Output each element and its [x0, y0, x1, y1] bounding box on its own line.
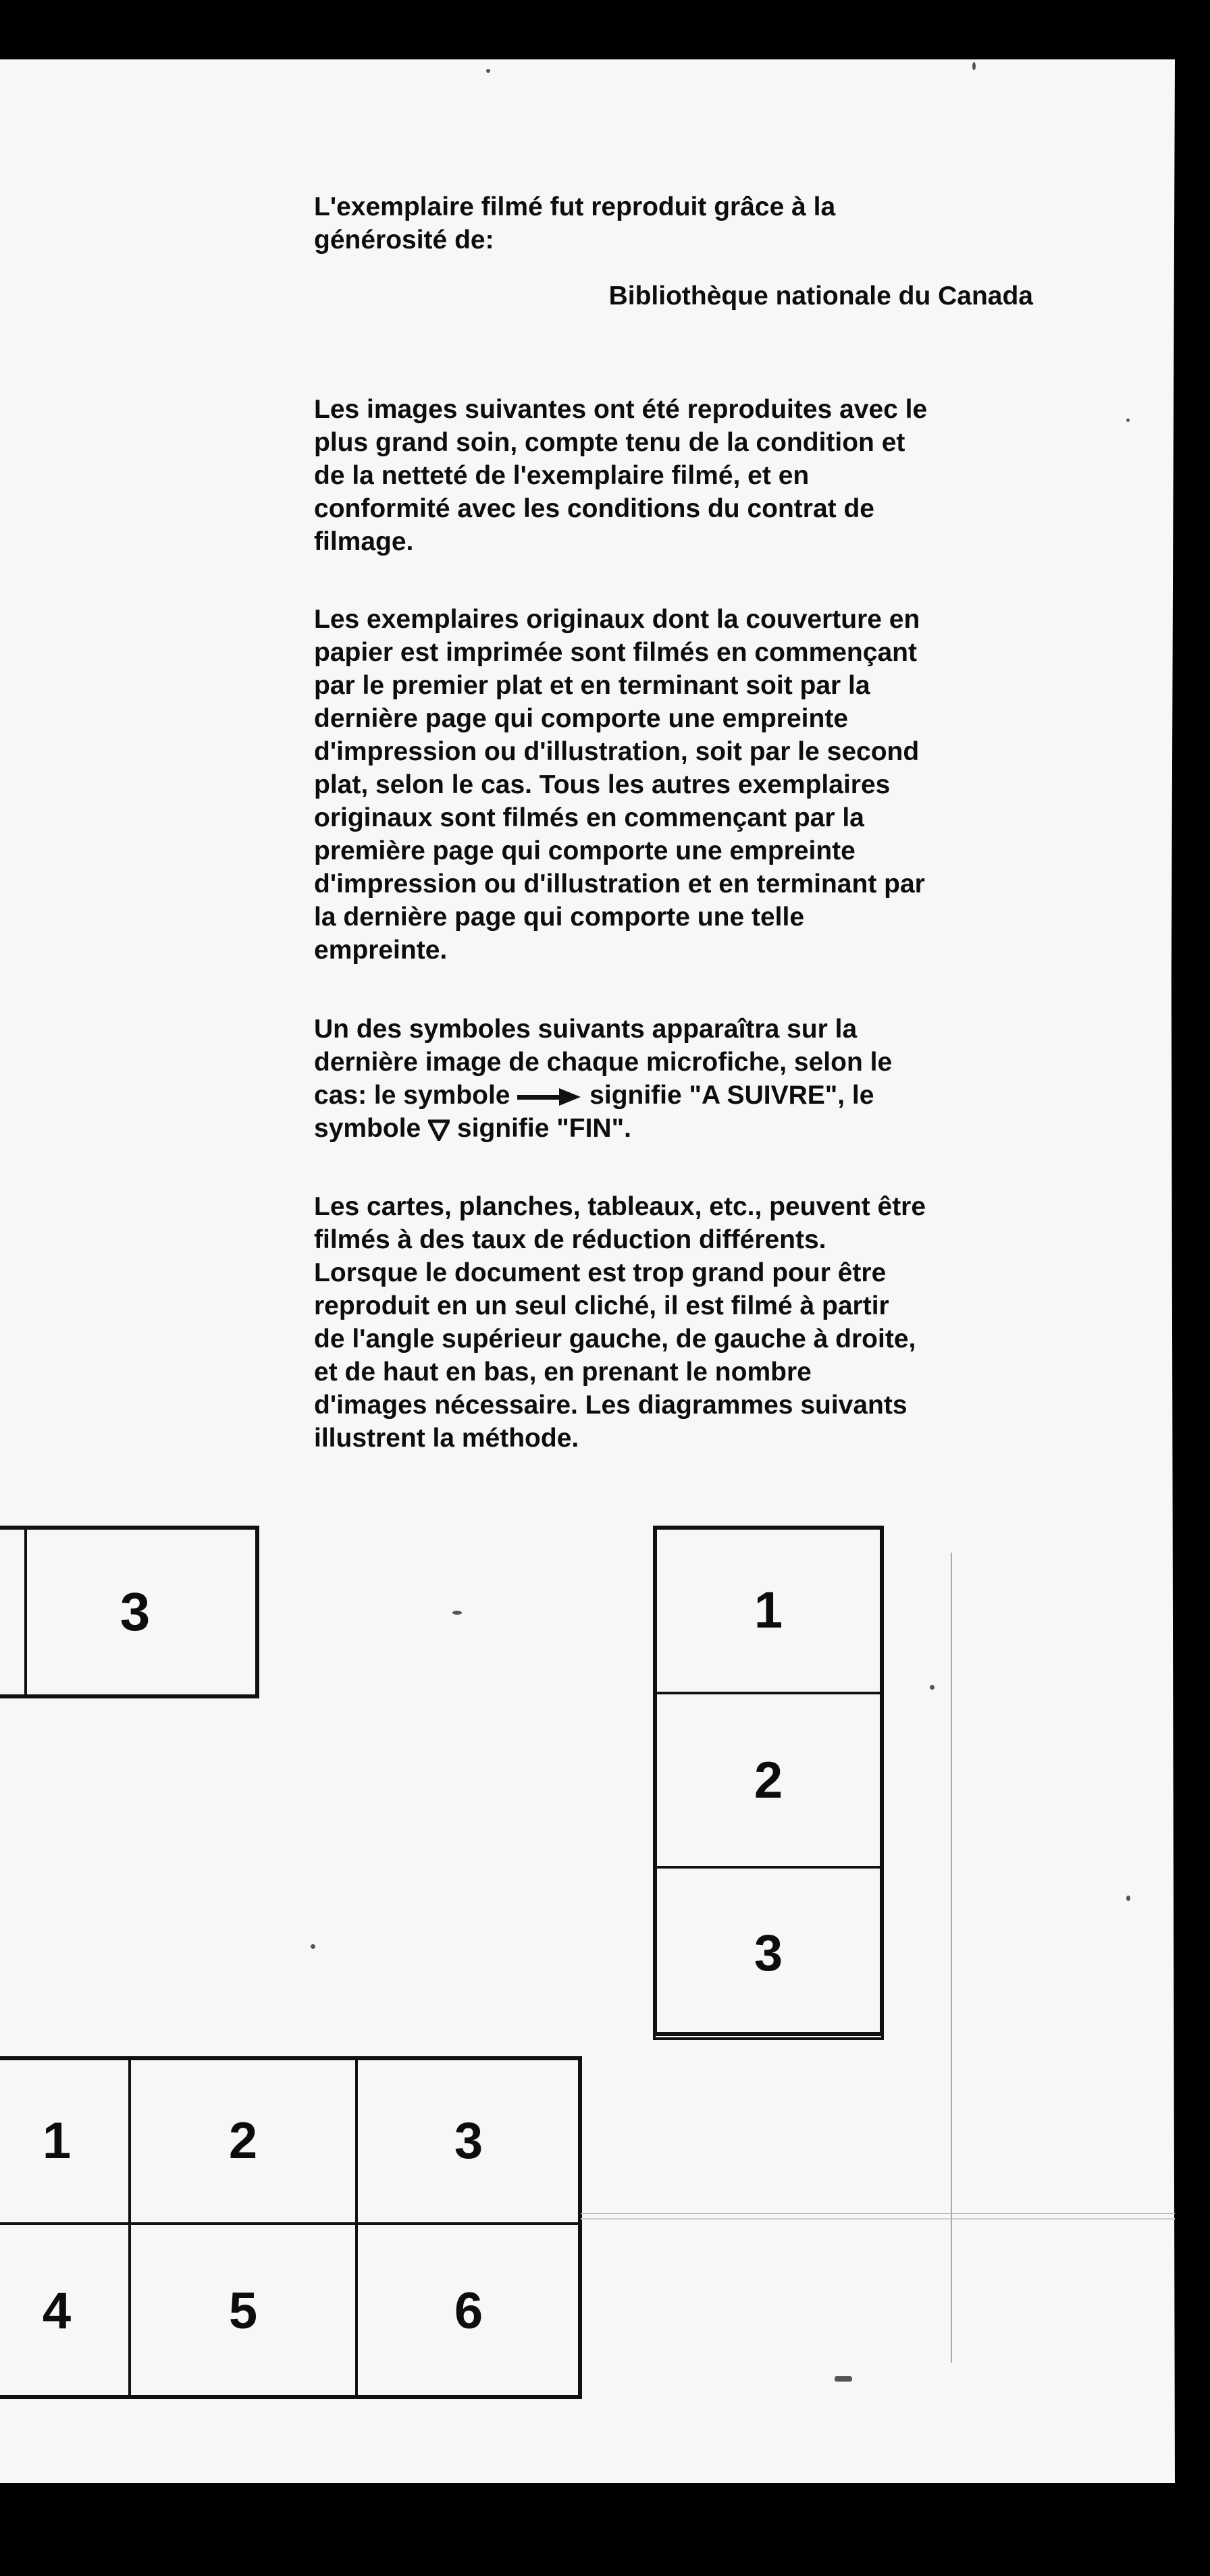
dust-speck — [1126, 1896, 1130, 1901]
diagram-cell: 5 — [128, 2222, 358, 2399]
originals-line: empreinte. — [314, 936, 448, 965]
images-line: de la netteté de l'exemplaire filmé, et en — [314, 461, 810, 490]
dust-speck — [452, 1611, 462, 1615]
intro-line-1: L'exemplaire filmé fut reproduit grâce à la — [314, 192, 836, 221]
diagram-cell: 3 — [355, 2056, 582, 2225]
arrow-continued-icon — [517, 1087, 582, 1107]
images-line: filmage. — [314, 527, 414, 556]
dust-speck — [486, 69, 490, 73]
images-line: conformité avec les conditions du contrat de — [314, 494, 874, 523]
symbols-line: symbole signifie "FIN". — [314, 1114, 631, 1143]
symbols-line: cas: le symbole signifie "A SUIVRE", le — [314, 1081, 874, 1110]
diagram-cell: 1 — [0, 2056, 131, 2225]
diagram-row — [0, 1526, 259, 1698]
originals-line: par le premier plat et en terminant soit par la — [314, 671, 870, 700]
maps-line: reproduit en un seul cliché, il est filmé à partir — [314, 1291, 889, 1320]
symbols-line: Un des symboles suivants apparaîtra sur la — [314, 1015, 858, 1044]
diagram-cell: 3 — [120, 1582, 151, 1642]
originals-line: plat, selon le cas. Tous les autres exemplaires — [314, 770, 891, 799]
images-line: Les images suivantes ont été reproduites avec le — [314, 395, 928, 424]
maps-line: et de haut en bas, en prenant le nombre — [314, 1358, 812, 1387]
symbols-line: dernière image de chaque microfiche, selon le — [314, 1048, 893, 1077]
images-line: plus grand soin, compte tenu de la condition et — [314, 428, 905, 457]
maps-line: d'images nécessaire. Les diagrammes suivants — [314, 1391, 908, 1420]
diagram-cell: 1 — [653, 1526, 884, 1694]
originals-line: papier est imprimée sont filmés en commençant — [314, 638, 917, 667]
maps-line: de l'angle supérieur gauche, de gauche à droite, — [314, 1324, 916, 1353]
originals-line: Les exemplaires originaux dont la couverture en — [314, 605, 920, 634]
originals-line: la dernière page qui comporte une telle — [314, 903, 805, 932]
intro-line-2: générosité de: — [314, 225, 494, 254]
scan-line — [951, 1553, 952, 2363]
diagram-cell: 2 — [128, 2056, 358, 2225]
scan-line — [581, 2218, 1175, 2220]
originals-line: d'impression ou d'illustration et en terminant par — [314, 869, 925, 898]
maps-line: Lorsque le document est trop grand pour être — [314, 1258, 887, 1287]
institution-name: Bibliothèque nationale du Canada — [608, 281, 1033, 311]
dust-speck — [1126, 419, 1130, 422]
scan-line — [581, 2213, 1175, 2214]
dust-speck — [972, 62, 976, 70]
dust-speck — [930, 1685, 935, 1690]
originals-line: d'impression ou d'illustration, soit par le second — [314, 737, 920, 766]
diagram-cell: 3 — [653, 1866, 884, 2040]
maps-line: filmés à des taux de réduction différents. — [314, 1225, 826, 1254]
triangle-end-icon — [428, 1119, 450, 1141]
diagram-column — [653, 1526, 884, 2036]
diagram-cell: 2 — [653, 1692, 884, 1869]
originals-line: originaux sont filmés en commençant par la — [314, 803, 864, 832]
diagram-cell: 6 — [355, 2222, 582, 2399]
maps-line: illustrent la méthode. — [314, 1424, 579, 1453]
maps-line: Les cartes, planches, tableaux, etc., peuvent être — [314, 1192, 926, 1221]
diagram-cell: 4 — [0, 2222, 131, 2399]
diagram-grid — [0, 2056, 582, 2399]
originals-line: première page qui comporte une empreinte — [314, 836, 856, 865]
originals-line: dernière page qui comporte une empreinte — [314, 704, 849, 733]
diagram-cell — [0, 1526, 27, 1698]
dust-speck — [835, 2376, 852, 2382]
dust-speck — [311, 1944, 315, 1949]
